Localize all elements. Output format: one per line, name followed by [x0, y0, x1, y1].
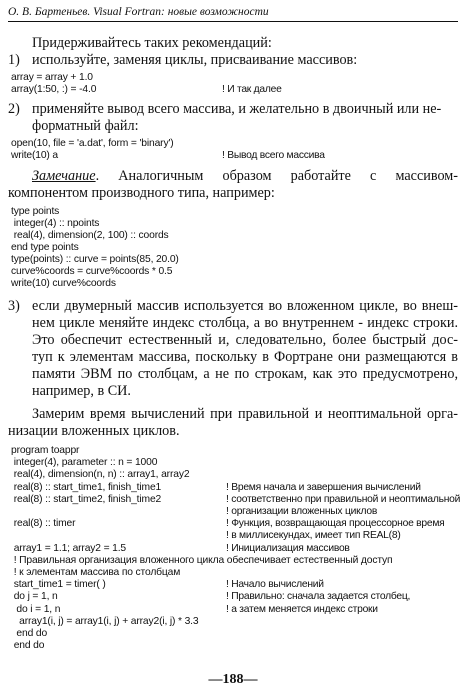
code-line: end do [11, 628, 48, 639]
code-comment: ! Инициализация массивов [226, 542, 350, 554]
code-line: real(8) :: start_time2, finish_time2 [11, 493, 162, 505]
code-line: real(8) :: timer [11, 518, 76, 530]
code-line: start_time1 = timer( ) [11, 579, 106, 591]
code-line: do j = 1, n [11, 591, 58, 603]
list-text: используйте, заменяя циклы, присваивание массивов: [32, 52, 358, 68]
running-header: О. В. Бартеньев. Visual Fortran: новые возможности [8, 4, 458, 22]
code-comment: ! а затем меняется индекс строки [226, 603, 378, 615]
note-label: Замечание [32, 168, 96, 184]
code-line: real(4), dimension(n, n) :: array1, array2 [11, 469, 190, 481]
list-text: если двумерный массив используется во вложенном цикле, во внеш- [32, 298, 458, 314]
list-item-2 [8, 101, 458, 135]
list-text: Это обеспечит естественный и, следовательно, более быстрый дос- [32, 332, 458, 348]
list-text: применяйте вывод всего массива, и желательно в двоичный или не- [32, 101, 442, 117]
note-line-2: компонентом производного типа, например: [8, 185, 275, 201]
code-line: integer(4), parameter :: n = 1000 [11, 457, 158, 469]
page-number: —188— [208, 672, 258, 687]
code-comment: ! организации вложенных циклов [226, 506, 378, 517]
code-line: curve%coords = curve%coords * 0.5 [11, 266, 173, 277]
note-line-1 [8, 168, 458, 185]
code-comment: ! Время начала и завершения вычислений [226, 481, 421, 493]
intro-text: Придерживайтесь таких рекомендаций: [32, 35, 272, 51]
code-line: open(10, file = 'a.dat', form = 'binary') [11, 138, 174, 149]
code-line: real(8) :: start_time1, finish_time1 [11, 481, 162, 493]
code-line: array1 = 1.1; array2 = 1.5 [11, 542, 127, 554]
list-text: памяти ЭВМ по столбцам, а не по строкам, как это предусмотрено, [32, 366, 458, 382]
code-line: do i = 1, n [11, 603, 61, 615]
code-line: integer(4) :: npoints [11, 218, 100, 229]
list-text: туп к элементам массива, поскольку в Фортране они размещаются в [32, 349, 458, 365]
code-line: ! Правильная организация вложенного цикла обеспечивает естественный доступ [11, 554, 393, 566]
list-number: 1) [8, 52, 20, 68]
code-line: ! к элементам массива по столбцам [11, 567, 181, 578]
list-number: 3) [8, 298, 20, 314]
code-line: end type points [11, 242, 79, 253]
note-text: . Аналогичным образом работайте с массивом- [95, 168, 458, 184]
list-item-1 [8, 52, 458, 69]
code-line: write(10) a [11, 150, 58, 161]
code-comment: ! Начало вычислений [226, 579, 324, 591]
code-line: type points [11, 206, 60, 217]
list-text: форматный файл: [32, 118, 139, 134]
code-line: array = array + 1.0 [11, 72, 93, 83]
code-line: array(1:50, :) = -4.0 [11, 84, 97, 95]
code-comment: ! Вывод всего массива [222, 150, 325, 161]
measure-line-1: Замерим время вычислений при правильной и неоптимальной орга- [32, 406, 458, 422]
code-line: array1(i, j) = array1(i, j) + array2(i, j) * 3.3 [11, 615, 199, 627]
list-text: нем цикле меняйте индекс столбца, а во внутреннем - индекс строки. [32, 315, 458, 331]
list-text: например, в СИ. [32, 383, 131, 399]
code-comment: ! Правильно: сначала задается столбец, [226, 591, 411, 603]
code-comment: ! соответственно при правильной и неоптимальной [226, 493, 461, 505]
code-line: write(10) curve%coords [11, 278, 116, 289]
list-number: 2) [8, 101, 20, 117]
code-line: type(points) :: curve = points(85, 20.0) [11, 254, 179, 265]
code-line: end do [11, 640, 45, 652]
measure-line-2: низации вложенных циклов. [8, 423, 180, 439]
code-line: real(4), dimension(2, 100) :: coords [11, 230, 169, 241]
code-comment: ! И так далее [222, 84, 282, 95]
code-line: program toappr [11, 445, 80, 456]
list-item-3 [8, 298, 458, 400]
code-comment: ! Функция, возвращающая процессорное время [226, 518, 445, 530]
code-comment: ! в миллисекундах, имеет тип REAL(8) [226, 530, 401, 542]
